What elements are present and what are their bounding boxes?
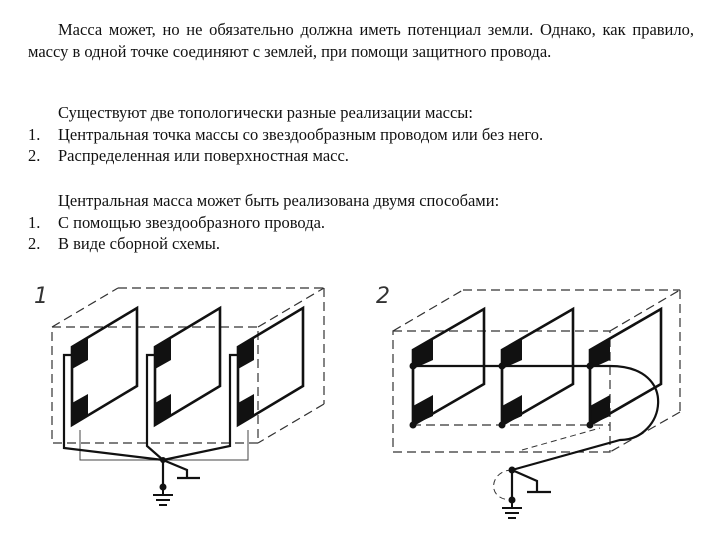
figure-label: 1 — [34, 284, 48, 309]
list-number: 1. — [28, 212, 41, 232]
topology-section — [28, 102, 694, 167]
paragraph-text: Масса может, но не обязательно должна иметь потенциал земли. Однако, как правило, массу в одной точке соединяют с землей, при помощи защитного провода. — [28, 20, 694, 61]
ground-icon — [153, 487, 173, 505]
list-item — [28, 212, 694, 234]
list-number: 2. — [28, 234, 41, 253]
star-ground-wire — [64, 355, 238, 487]
enclosure-dashed-box — [52, 288, 324, 443]
alternate-connection-dashed — [494, 428, 600, 500]
bus-ground-wire — [413, 366, 658, 500]
list-item — [28, 145, 694, 167]
central-mass-intro: Центральная масса может быть реализована двумя способами: — [58, 191, 500, 210]
list-text: С помощью звездообразного провода. — [58, 212, 326, 232]
contact-pads — [413, 339, 610, 425]
topology-intro: Существуют две топологически разные реализации массы: — [58, 103, 473, 122]
list-item — [28, 124, 694, 146]
figure-label: 2 — [376, 284, 390, 309]
diagram-bus-grounding — [376, 284, 680, 518]
list-text: Центральная точка массы со звездообразным проводом или без него. — [58, 124, 544, 144]
list-text: Распределенная или поверхностная масс. — [58, 146, 349, 165]
central-mass-section — [28, 190, 694, 255]
star-point-node — [160, 457, 166, 463]
list-number: 2. — [28, 146, 41, 165]
contact-pads — [72, 338, 254, 425]
list-item — [28, 233, 694, 255]
rear-frame-line — [80, 430, 248, 460]
diagram-star-grounding — [34, 284, 324, 505]
paragraph-intro — [28, 19, 694, 62]
list-text: В виде сборной схемы. — [58, 234, 220, 253]
grounding-diagrams — [0, 270, 720, 540]
list-number: 1. — [28, 124, 41, 144]
ground-icon — [502, 500, 522, 518]
